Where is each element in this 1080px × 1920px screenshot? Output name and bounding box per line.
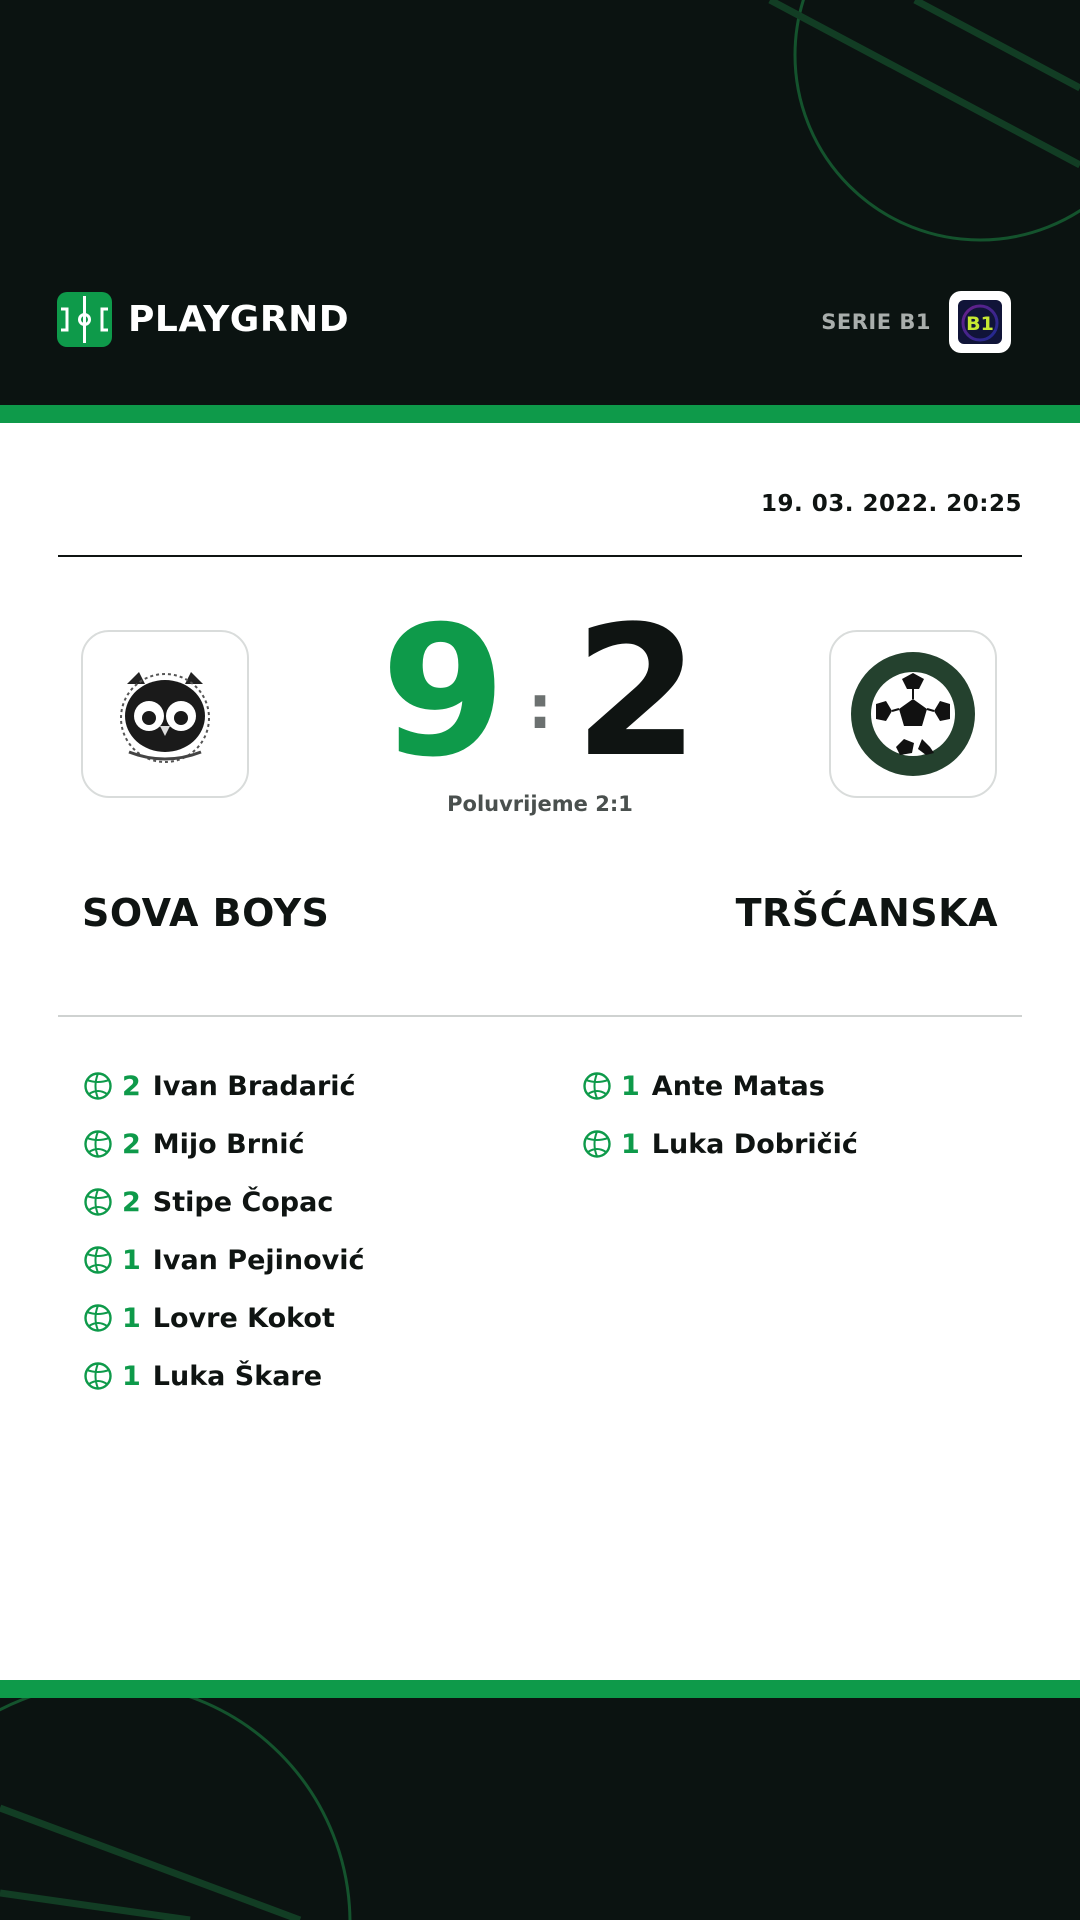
scorer-item (83, 1182, 365, 1222)
league (821, 291, 1011, 353)
ball-icon (582, 1129, 612, 1159)
away-scorers-list (582, 1066, 858, 1182)
footer (0, 1698, 1080, 1920)
scorer-item (582, 1066, 858, 1106)
goal-count: 1 (621, 1128, 640, 1160)
goal-count: 1 (122, 1360, 141, 1392)
accent-bar-bottom (0, 1680, 1080, 1698)
player-name[interactable]: Ivan Bradarić (152, 1070, 356, 1102)
goal-count: 1 (122, 1302, 141, 1334)
header (0, 0, 1080, 405)
scorer-item (83, 1240, 365, 1280)
league-badge-icon (949, 291, 1011, 353)
scorer-item (582, 1124, 858, 1164)
ball-icon (83, 1129, 113, 1159)
ball-icon (83, 1187, 113, 1217)
player-name[interactable]: Ivan Pejinović (152, 1244, 365, 1276)
match-datetime: 19. 03. 2022. 20:25 (761, 491, 1022, 517)
score-separator: : (528, 672, 552, 743)
league-badge-label: B1 (966, 313, 994, 335)
player-name[interactable]: Luka Škare (152, 1360, 323, 1392)
brand[interactable] (57, 291, 349, 347)
player-name[interactable]: Mijo Brnić (152, 1128, 305, 1160)
goal-count: 2 (122, 1070, 141, 1102)
divider (58, 1015, 1022, 1017)
pitch-lines-decoration (0, 1698, 1080, 1920)
halftime-score: Poluvrijeme 2:1 (447, 792, 633, 816)
home-team-crest[interactable] (81, 630, 249, 798)
away-team-crest[interactable] (829, 630, 997, 798)
goal-count: 2 (122, 1128, 141, 1160)
home-scorers-list (83, 1066, 365, 1414)
scorer-item (83, 1298, 365, 1338)
player-name[interactable]: Ante Matas (651, 1070, 825, 1102)
goal-count: 1 (122, 1244, 141, 1276)
accent-bar-top (0, 405, 1080, 423)
scorer-item (83, 1066, 365, 1106)
owl-icon (105, 654, 225, 774)
league-name: SERIE B1 (821, 310, 931, 334)
ball-icon (83, 1303, 113, 1333)
divider (58, 555, 1022, 557)
ball-icon (582, 1071, 612, 1101)
brand-name: PLAYGRND (128, 298, 350, 340)
home-score: 9 (380, 587, 506, 797)
pitch-icon (57, 292, 112, 347)
away-team-name[interactable]: TRŠĆANSKA (735, 891, 998, 935)
ball-icon (83, 1361, 113, 1391)
player-name[interactable]: Lovre Kokot (152, 1302, 335, 1334)
goal-count: 2 (122, 1186, 141, 1218)
ball-icon (83, 1071, 113, 1101)
home-team-name[interactable]: SOVA BOYS (82, 891, 330, 935)
away-score: 2 (574, 587, 700, 797)
goal-count: 1 (621, 1070, 640, 1102)
scorer-item (83, 1124, 365, 1164)
scoreboard (340, 587, 740, 797)
player-name[interactable]: Luka Dobričić (651, 1128, 858, 1160)
player-name[interactable]: Stipe Čopac (152, 1186, 334, 1218)
ball-icon (83, 1245, 113, 1275)
soccer-ball-icon (848, 649, 978, 779)
scorer-item (83, 1356, 365, 1396)
